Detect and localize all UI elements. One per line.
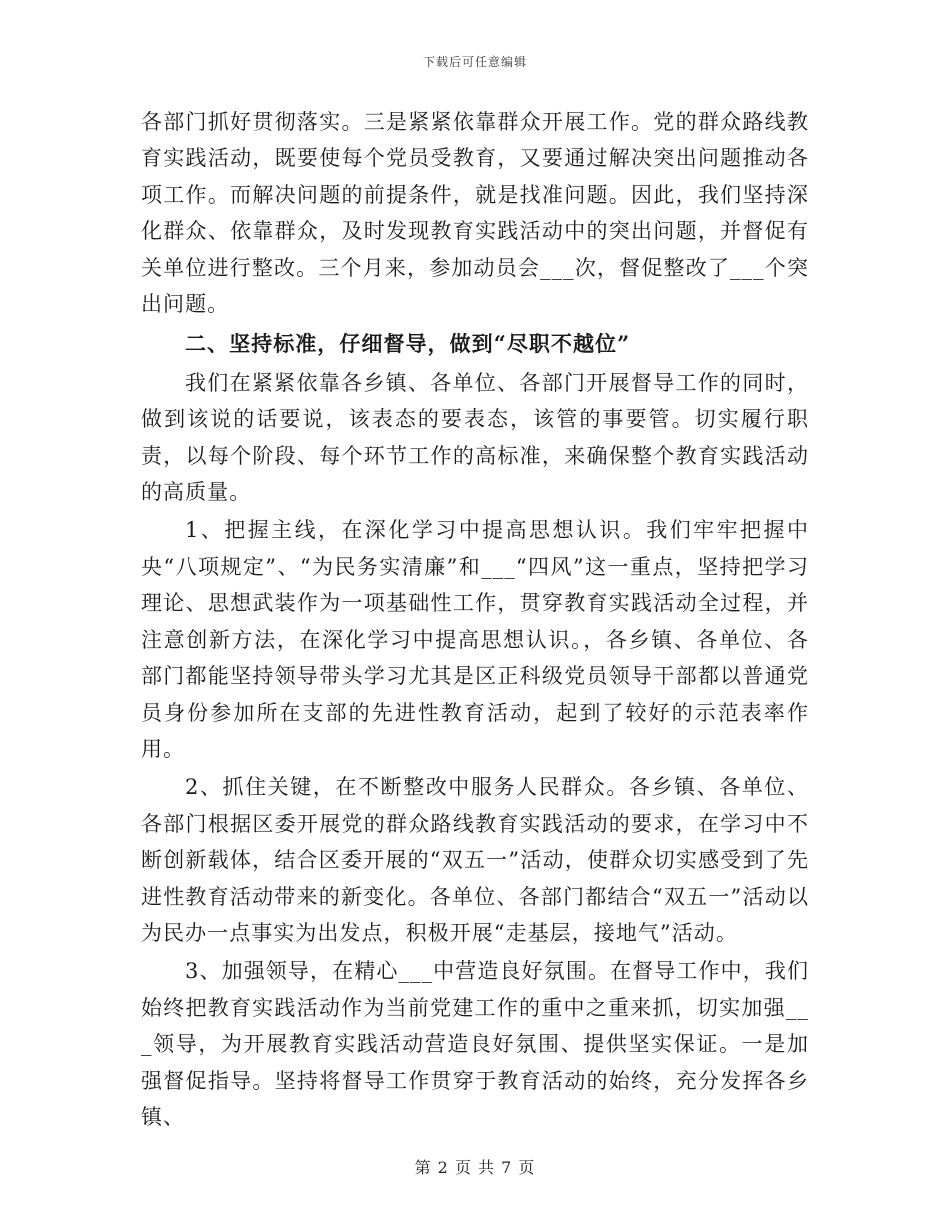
paragraph-item-3: 3、加强领导，在精心___中营造良好氛围。在督导工作中，我们始终把教育实践活动作为当前党建工作的重中之重来抓，切实加强___领导，为开展教育实践活动营造良好氛围、提供坚实保证。一是加强督促指导。坚持将督导工作贯穿于教育活动的始终，充分发挥各乡镇、 [141,959,809,1129]
paragraph-item-2: 2、抓住关键，在不断整改中服务人民群众。各乡镇、各单位、各部门根据区委开展党的群众路线教育实践活动的要求，在学习中不断创新载体，结合区委开展的“双五一”活动，使群众切实感受到了先进性教育活动带来的新变化。各单位、各部门都结合“双五一”活动以为民办一点事实为出发点，积极开展“走基层，接地气”活动。 [141,775,809,945]
paragraph-continuation: 各部门抓好贯彻落实。三是紧紧依靠群众开展工作。党的群众路线教育实践活动，既要使每个党员受教育，又要通过解决突出问题推动各项工作。而解决问题的前提条件，就是找准问题。因此，我们坚持深化群众、依靠群众，及时发现教育实践活动中的突出问题，并督促有关单位进行整改。三个月来，参加动员会___次，督促整改了___个突出问题。 [141,110,809,317]
paragraph-item-1: 1、把握主线，在深化学习中提高思想认识。我们牢牢把握中央“八项规定”、“为民务实清廉”和___“四风”这一重点，坚持把学习理论、思想武装作为一项基础性工作，贯穿教育实践活动全过程，并注意创新方法，在深化学习中提高思想认识。，各乡镇、各单位、各部门都能坚持领导带头学习尤其是区正科级党员领导干部都以普通党员身份参加所在支部的先进性教育活动，起到了较好的示范表率作用。 [141,518,809,761]
page-header-note: 下载后可任意编辑 [422,55,527,69]
page-number-footer: 第 2 页 共 7 页 [414,1158,536,1177]
section-heading: 二、坚持标准，仔细督导，做到“尽职不越位” [185,331,631,357]
document-body [141,104,809,1135]
paragraph-intro: 我们在紧紧依靠各乡镇、各单位、各部门开展督导工作的同时，做到该说的话要说，该表态的要表态，该管的事要管。切实履行职责，以每个阶段、每个环节工作的高标准，来确保整个教育实践活动的高质量。 [141,370,809,505]
